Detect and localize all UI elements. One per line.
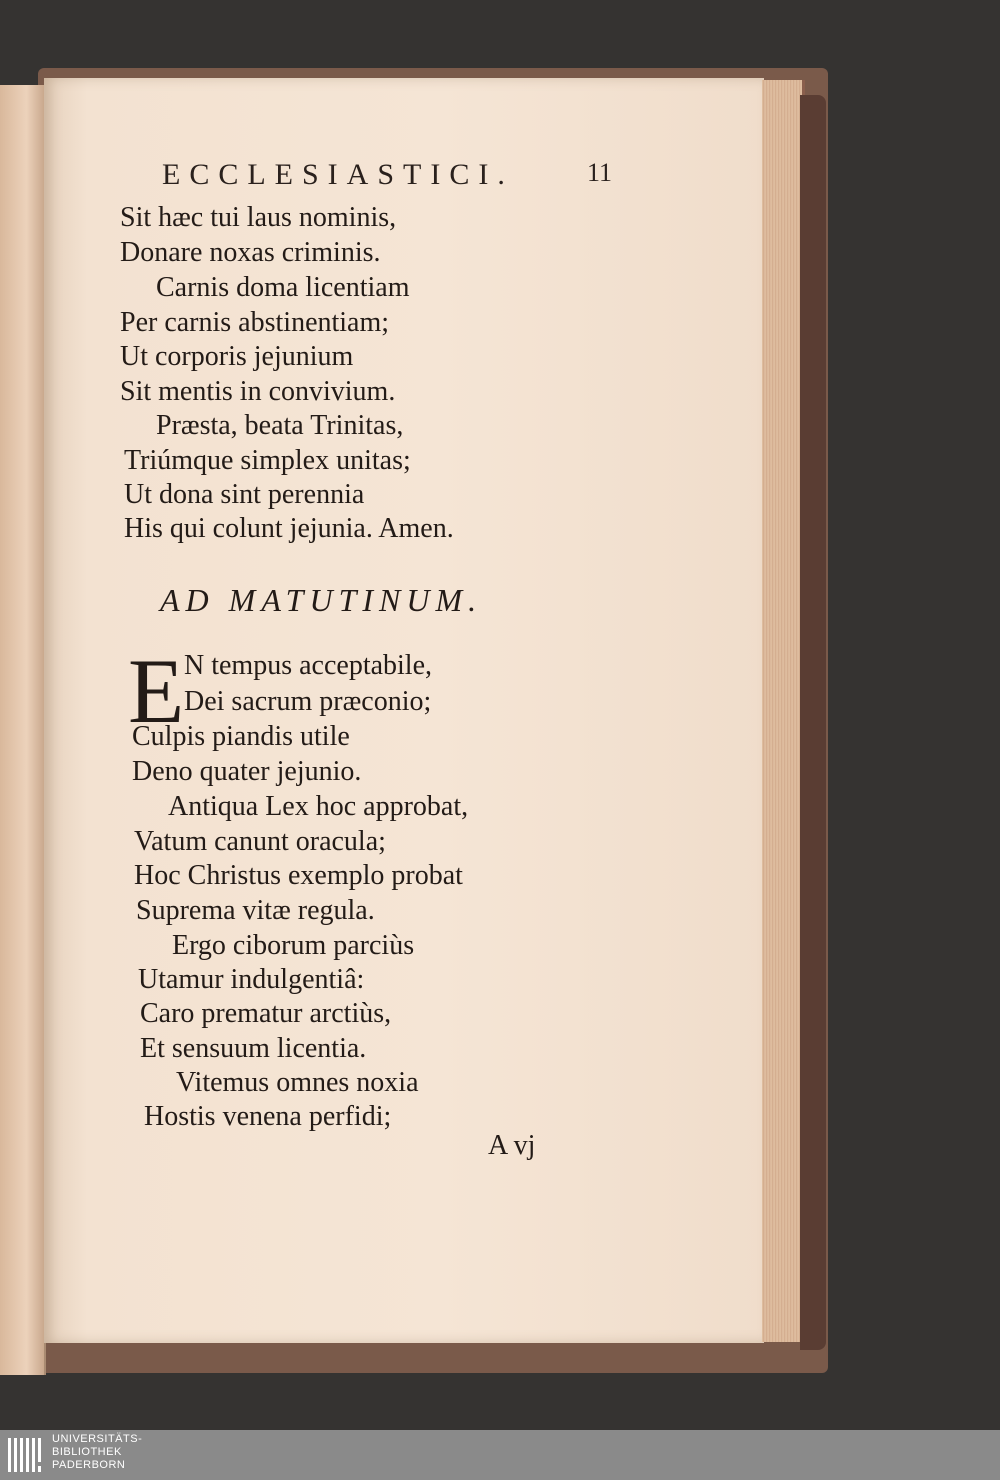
verse-line: Ut dona sint perennia <box>124 479 365 510</box>
verse-line: Donare noxas criminis. <box>120 237 381 268</box>
verse-line: Vitemus omnes noxia <box>176 1067 419 1098</box>
section-title: AD MATUTINUM. <box>160 582 483 618</box>
verse-line: Carnis doma licentiam <box>156 272 410 303</box>
verse-line: Suprema vitæ regula. <box>136 895 375 926</box>
verse-line: Ergo ciborum parciùs <box>172 930 415 961</box>
verse-line: Per carnis abstinentiam; <box>120 307 390 338</box>
verse-line: Sit hæc tui laus nominis, <box>120 202 397 233</box>
library-name-line: BIBLIOTHEK <box>52 1446 122 1458</box>
library-logo-icon <box>6 1434 46 1476</box>
verse-line: Dei sacrum præconio; <box>184 686 432 717</box>
verse-line: Ut corporis jejunium <box>120 341 354 372</box>
drop-cap: E <box>128 640 185 742</box>
library-name-line: PADERBORN <box>52 1459 126 1471</box>
verse-line: Antiqua Lex hoc approbat, <box>168 791 469 822</box>
verse-line: Sit mentis in convivium. <box>120 376 396 407</box>
book-binding <box>800 95 826 1350</box>
verse-line: His qui colunt jejunia. Amen. <box>124 513 454 544</box>
footer-bar <box>0 1430 1000 1480</box>
verse-line: Deno quater jejunio. <box>132 756 362 787</box>
page-header <box>162 158 612 198</box>
page-number: 11 <box>586 158 612 187</box>
verse-line: Utamur indulgentiâ: <box>138 964 365 995</box>
verse-line: Et sensuum licentia. <box>140 1033 367 1064</box>
verse-line: Hostis venena perfidi; <box>144 1101 392 1132</box>
running-head: ECCLESIASTICI. <box>162 158 514 191</box>
verse-line: Hoc Christus exemplo probat <box>134 860 463 891</box>
previous-page-edge <box>0 85 46 1375</box>
verse-line: Præsta, beata Trinitas, <box>156 410 404 441</box>
signature-mark: A vj <box>488 1130 536 1161</box>
verse-line: Culpis piandis utile <box>132 721 350 752</box>
verse-line: Triúmque simplex unitas; <box>124 445 411 476</box>
verse-line: N tempus acceptabile, <box>184 650 433 681</box>
verse-line: Caro prematur arctiùs, <box>140 998 392 1029</box>
page-edges <box>762 80 805 1342</box>
library-name <box>52 1433 142 1472</box>
verse-line: Vatum canunt oracula; <box>134 826 386 857</box>
library-name-line: UNIVERSITÄTS- <box>52 1433 143 1445</box>
